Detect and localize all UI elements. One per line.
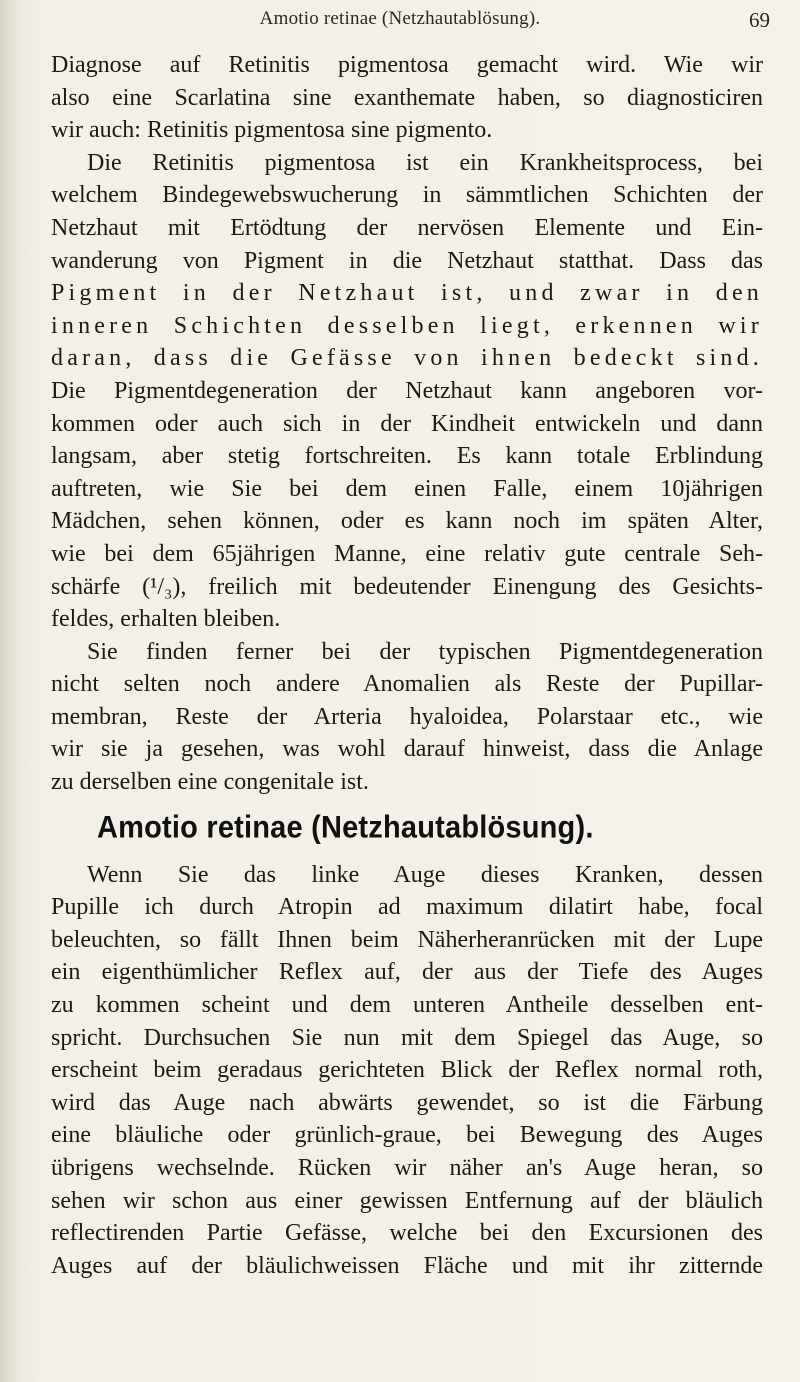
paragraph-amotio: [51, 859, 763, 1283]
text-line: Auges auf der bläulichweissen Fläche und mit ihr zitternde: [51, 1252, 763, 1279]
text-line: ein eigenthümlicher Reflex auf, der aus der Tiefe des Auges: [51, 959, 763, 986]
text-line-emphasized: inneren Schichten desselben liegt, erkennen wir: [51, 312, 763, 339]
text-line: also eine Scarlatina sine exanthemate haben, so diagnosticiren: [51, 84, 763, 111]
text-line: zu derselben eine congenitale ist.: [51, 769, 369, 796]
text-line: Mädchen, sehen können, oder es kann noch im späten Alter,: [51, 508, 763, 535]
text-line: Diagnose auf Retinitis pigmentosa gemacht wird. Wie wir: [51, 52, 763, 78]
text-line: membran, Reste der Arteria hyaloidea, Polarstaar etc., wie: [51, 703, 763, 730]
text-line: kommen oder auch sich in der Kindheit entwickeln und dann: [51, 410, 763, 437]
running-header: [0, 8, 800, 38]
text-line: schärfe (¹/₃), freilich mit bedeutender Einengung des Gesichts-: [51, 573, 763, 600]
text-line: welchem Bindegewebswucherung in sämmtlichen Schichten der: [51, 182, 763, 209]
text-line: Pupille ich durch Atropin ad maximum dilatirt habe, focal: [51, 894, 763, 921]
text-line: übrigens wechselnde. Rücken wir näher an's Auge heran, so: [51, 1155, 763, 1181]
body-text: [51, 49, 763, 1282]
text-line: Die Retinitis pigmentosa ist ein Krankheitsprocess, bei: [87, 149, 763, 176]
section-heading: Amotio retinae (Netzhautablösung).: [97, 810, 594, 845]
text-line: Die Pigmentdegeneration der Netzhaut kann angeboren vor-: [51, 377, 763, 404]
running-title: Amotio retinae (Netzhautablösung).: [259, 8, 541, 29]
text-line: wanderung von Pigment in die Netzhaut statthat. Dass das: [51, 247, 763, 274]
text-line: nicht selten noch andere Anomalien als Reste der Pupillar-: [51, 671, 763, 698]
text-line: wir auch: Retinitis pigmentosa sine pigmento.: [51, 117, 493, 144]
text-line: Wenn Sie das linke Auge dieses Kranken, dessen: [87, 861, 763, 888]
paragraph-retinitis: [51, 147, 763, 636]
text-line: sehen wir schon aus einer gewissen Entfernung auf der bläulich: [51, 1187, 763, 1214]
text-line-emphasized: daran, dass die Gefässe von ihnen bedeckt sind.: [51, 345, 763, 372]
text-line: reflectirenden Partie Gefässe, welche bei den Excursionen des: [51, 1220, 763, 1247]
text-line: wir sie ja gesehen, was wohl darauf hinweist, dass die Anlage: [51, 736, 763, 763]
text-line: eine bläuliche oder grünlich-graue, bei Bewegung des Auges: [51, 1122, 763, 1149]
text-line: spricht. Durchsuchen Sie nun mit dem Spiegel das Auge, so: [51, 1024, 763, 1051]
paragraph-anomalies: [51, 636, 763, 799]
text-line: Netzhaut mit Ertödtung der nervösen Elemente und Ein-: [51, 214, 763, 241]
text-line: langsam, aber stetig fortschreiten. Es kann totale Erblindung: [51, 443, 763, 470]
text-line: erscheint beim geradaus gerichteten Blick der Reflex normal roth,: [51, 1057, 763, 1084]
text-line: zu kommen scheint und dem unteren Antheile desselben ent-: [51, 992, 763, 1019]
text-line: auftreten, wie Sie bei dem einen Falle, einem 10jährigen: [51, 475, 763, 502]
page-number: 69: [749, 8, 770, 32]
text-line: Sie finden ferner bei der typischen Pigmentdegeneration: [87, 638, 763, 665]
text-line: wie bei dem 65jährigen Manne, eine relativ gute centrale Seh-: [51, 540, 763, 567]
paragraph-continuation: [51, 49, 763, 147]
text-line-emphasized: Pigment in der Netzhaut ist, und zwar in den: [51, 280, 763, 307]
text-line: beleuchten, so fällt Ihnen beim Näherheranrücken mit der Lupe: [51, 926, 763, 953]
text-line: feldes, erhalten bleiben.: [51, 606, 281, 633]
text-line: wird das Auge nach abwärts gewendet, so ist die Färbung: [51, 1089, 763, 1116]
